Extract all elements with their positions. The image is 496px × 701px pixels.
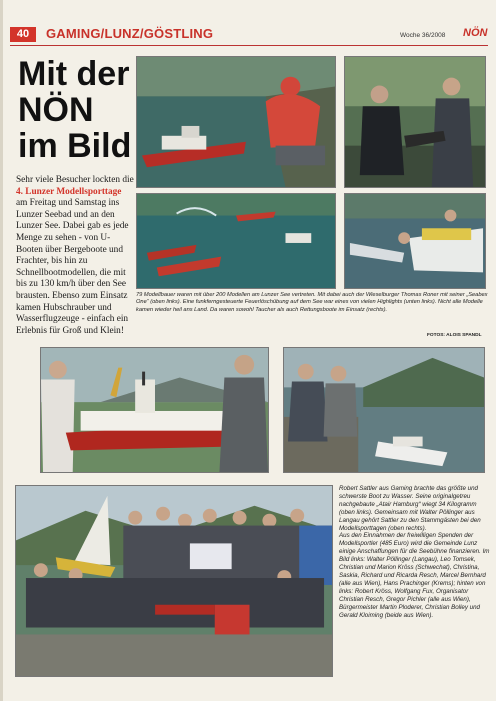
caption-top: 79 Modellbauer waren mit über 200 Modellen am Lunzer See vertreten. Mit dabei auch der Wieselburger Thomas Roner mit seiner „Seabex One“ (oben links). Eine funkferngesteuerte Feuerlöschübung auf dem See war eines von vielen Highlights (unten links). Nicht alle Modelle kamen wieder heil ans Land. Da waren sowohl Taucher als auch Rettungsboote im Einsatz (rechts). bbox=[136, 292, 488, 313]
article-title bbox=[18, 56, 138, 164]
newspaper-logo: NÖN bbox=[463, 27, 488, 39]
photo-credit: FOTOS: ALOIS SPANDL bbox=[427, 333, 482, 338]
photo-atair-hamburg bbox=[40, 347, 269, 473]
photo-rescue-boat bbox=[344, 193, 486, 289]
intro-text: Sehr viele Besucher lockten die bbox=[16, 175, 134, 185]
page-number: 40 bbox=[10, 27, 36, 42]
caption-bottom: Robert Sattler aus Gaming brachte das größte und schwerste Boot zu Wasser. Seine originalgetreu nachgebaute „Atair Hamburg“ wiegt 34 Kilogramm (oben links). Gemeinsam mit Walter Pöllinger aus Langau gehört Sattler zu den Stammgästen bei den Modellsporttagen (oben rechts). Aus den Einnahmen der freiwilligen Spenden der Modellsportler (485 Euro) wird die Gemeinde Lunz einige Anschaffungen für die Seebühne finanzieren. Im Bild links: Walter Pöllinger (Langau), Leo Tomsek, Christian und Marion Kröss (Schwechat), Christina, Saskia, Richard und Ricarda Resch, Marcel Bernhard (alle aus Wien), Hans Prachinger (Krems); hinten von links: Robert Kröss, Wolfgang Fux, Organisator Christian Resch, Gregor Pichler (alle aus Wien), Bürgermeister Martin Ploderer, Christian Bolley und Gerald Kloiming (beide aus Wien). bbox=[339, 485, 490, 619]
title-line: im Bild bbox=[18, 127, 132, 165]
intro-text-rest: am Freitag und Samstag ins Lunzer Seebad und an den Lunzer See. Dabei gab es jede Menge zu sehen - von U-Booten über Bergeboote und Frachter, bis hin zu Schnellbootmodellen, die mit bis zu 130 km/h über den See brausten. Ebenso zum Einsatz kamen Hubschrauber und Wasserflugzeuge - einfach ein Erlebnis für Groß und Klein! bbox=[16, 198, 129, 336]
header-divider bbox=[10, 45, 488, 46]
issue-label: Woche 36/2008 bbox=[400, 32, 446, 39]
photo-seabex-one bbox=[136, 56, 336, 188]
photo-fire-drill bbox=[136, 193, 336, 289]
section-title: GAMING/LUNZ/GÖSTLING bbox=[46, 26, 214, 41]
title-line: Mit der bbox=[18, 55, 130, 93]
article-intro bbox=[16, 175, 134, 337]
photo-divers bbox=[344, 56, 486, 188]
photo-group bbox=[15, 485, 333, 677]
intro-highlight: 4. Lunzer Modellsporttage bbox=[16, 186, 122, 197]
title-line: NÖN bbox=[18, 91, 94, 129]
photo-sattler-poellinger bbox=[283, 347, 485, 473]
